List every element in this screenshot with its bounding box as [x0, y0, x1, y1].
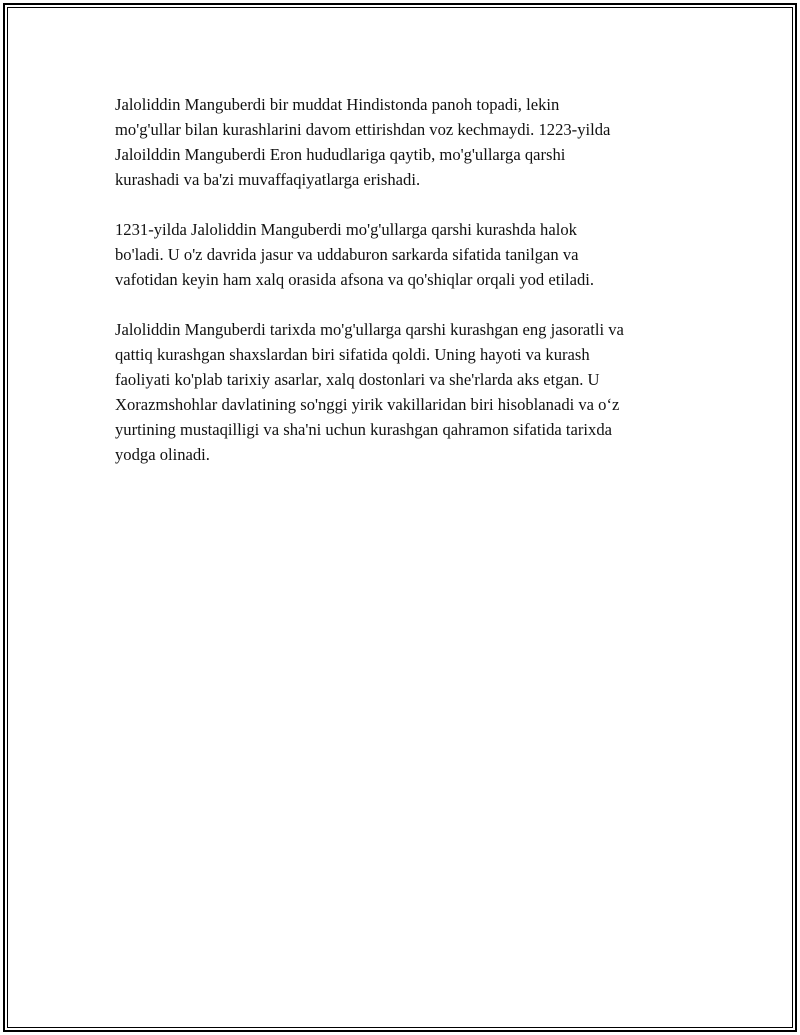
paragraph-3: Jaloliddin Manguberdi tarixda mo'g'ullarga qarshi kurashgan eng jasoratli va qattiq kurashgan shaxslardan biri sifatida qoldi. Uning hayoti va kurash faoliyati ko'plab tarixiy asarlar, xalq dostonlari va she'rlarda aks etgan. U Xorazmshohlar davlatining so'nggi yirik vakillaridan biri hisoblanadi va o‘z yurtining mustaqilligi va sha'ni uchun kurashgan qahramon sifatida tarixda yodga olinadi.: [115, 320, 624, 464]
paragraph-2: 1231-yilda Jaloliddin Manguberdi mo'g'ullarga qarshi kurashda halok bo'ladi. U o'z davrida jasur va uddaburon sarkarda sifatida tanilgan va vafotidan keyin ham xalq orasida afsona va qo'shiqlar orqali yod etiladi.: [115, 220, 594, 289]
document-body: [115, 92, 705, 492]
paragraph-1: Jaloliddin Manguberdi bir muddat Hindistonda panoh topadi, lekin mo'g'ullar bilan kurashlarini davom ettirishdan voz kechmaydi. 1223-yilda Jaloilddin Manguberdi Eron hududlariga qaytib, mo'g'ullarga qarshi kurashadi va ba'zi muvaffaqiyatlarga erishadi.: [115, 95, 611, 189]
